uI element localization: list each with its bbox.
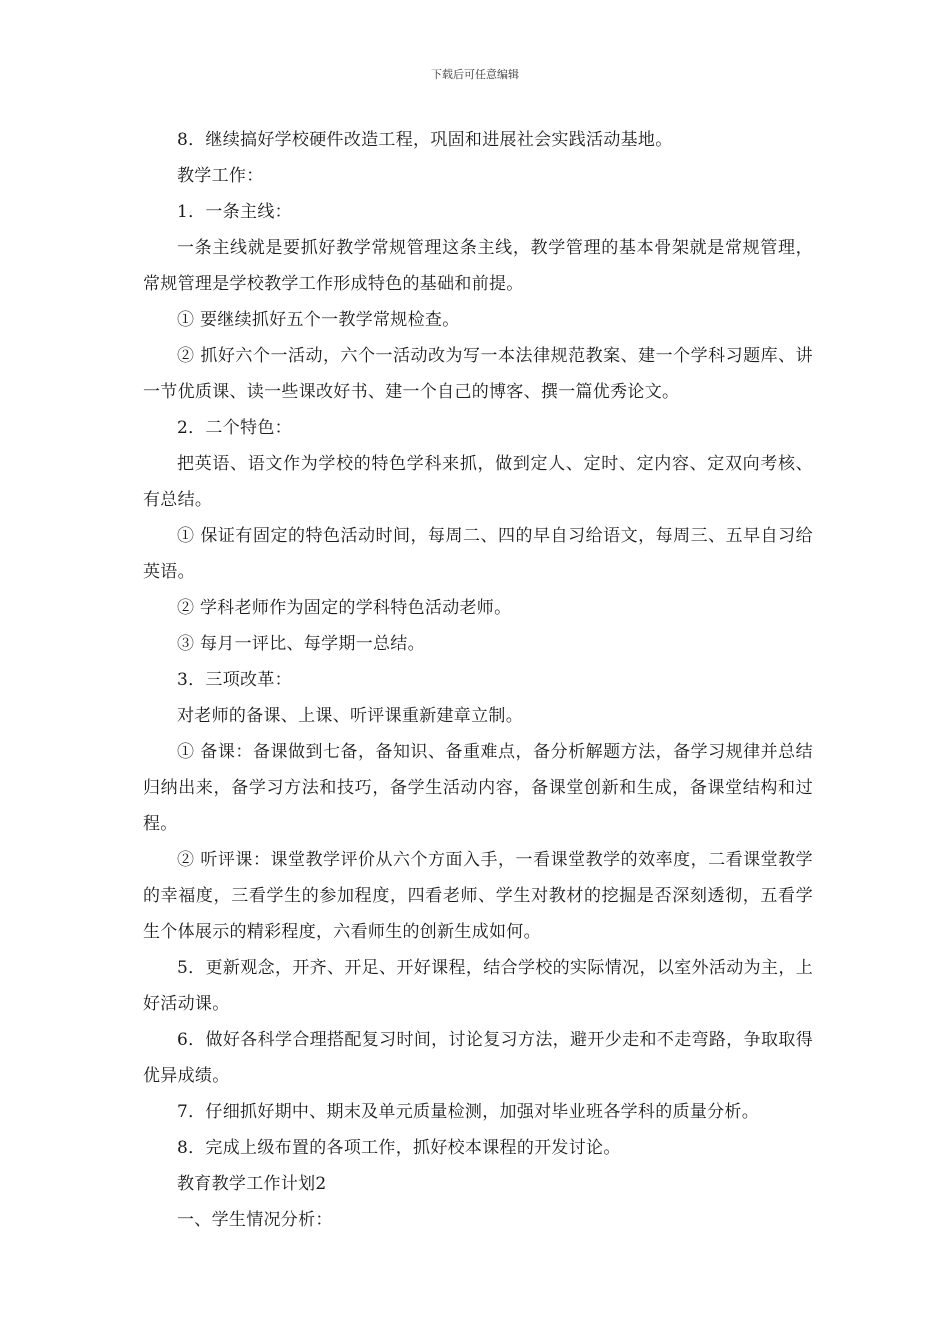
list-item: ③ 每月一评比、每学期一总结。 — [177, 634, 425, 654]
subsection-heading: 1．一条主线： — [177, 202, 292, 222]
list-item: ② 抓好六个一活动，六个一活动改为写一本法律规范教案、建一个学科习题库、讲一节优质课、读一些课改好书、建一个自己的博客、撰一篇优秀论文。 — [143, 346, 813, 402]
paragraph: 把英语、语文作为学校的特色学科来抓，做到定人、定时、定内容、定双向考核、有总结。 — [143, 454, 813, 510]
list-item: ② 听评课：课堂教学评价从六个方面入手，一看课堂教学的效率度，二看课堂教学的幸福度，三看学生的参加程度，四看老师、学生对教材的挖掘是否深刻透彻，五看学生个体展示的精彩程度，六看师生的创新生成如何。 — [143, 850, 813, 942]
section-heading: 教学工作： — [177, 166, 264, 186]
subsection-heading: 2．二个特色： — [177, 418, 292, 438]
paragraph: 8．完成上级布置的各项工作，抓好校本课程的开发讨论。 — [177, 1138, 621, 1158]
document-body — [143, 122, 813, 1238]
paragraph: 7．仔细抓好期中、期末及单元质量检测，加强对毕业班各学科的质量分析。 — [177, 1102, 760, 1122]
paragraph: 一条主线就是要抓好教学常规管理这条主线，教学管理的基本骨架就是常规管理，常规管理是学校教学工作形成特色的基础和前提。 — [143, 238, 813, 294]
list-item: ② 学科老师作为固定的学科特色活动老师。 — [177, 598, 512, 618]
section-heading: 一、学生情况分析： — [177, 1210, 333, 1230]
paragraph: 8．继续搞好学校硬件改造工程，巩固和进展社会实践活动基地。 — [177, 130, 673, 150]
list-item: ① 要继续抓好五个一教学常规检查。 — [177, 310, 460, 330]
list-item: ① 备课：备课做到七备，备知识、备重难点，备分析解题方法，备学习规律并总结归纳出来，备学习方法和技巧，备学生活动内容，备课堂创新和生成，备课堂结构和过程。 — [143, 742, 813, 834]
page-header: 下载后可任意编辑 — [431, 68, 519, 81]
list-item: ① 保证有固定的特色活动时间，每周二、四的早自习给语文，每周三、五早自习给英语。 — [143, 526, 813, 582]
paragraph: 对老师的备课、上课、听评课重新建章立制。 — [177, 706, 523, 726]
paragraph: 5．更新观念，开齐、开足、开好课程，结合学校的实际情况，以室外活动为主，上好活动课。 — [143, 958, 813, 1014]
section-title: 教育教学工作计划2 — [177, 1174, 327, 1194]
subsection-heading: 3．三项改革： — [177, 670, 292, 690]
paragraph: 6．做好各科学合理搭配复习时间，讨论复习方法，避开少走和不走弯路，争取取得优异成绩。 — [143, 1030, 813, 1086]
